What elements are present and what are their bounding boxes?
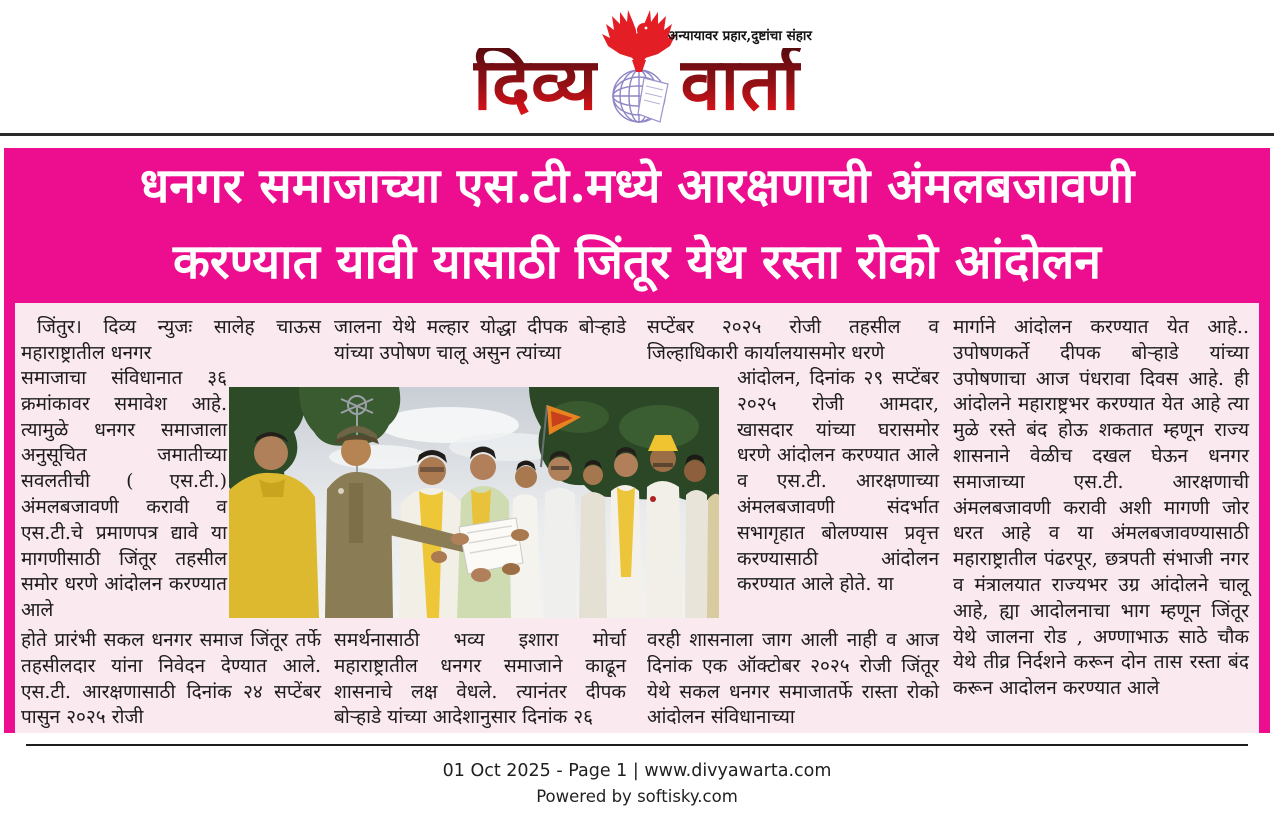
column-4: मार्गाने आंदोलन करण्यात येत आहे.. उपोषणकर्ते दीपक बोऱ्हाडे यांच्या उपोषणाचा आज पंधरावा दिवस आहे. ही आंदोलने महाराष्ट्रभर करण्यात येत आहे त्या मुळे रस्ते बंद होऊ शकतात म्हणून राज्य शासनाने वेळीच दखल घेऊन धनगर समाजाच्या एस.टी. आरक्षणाची अंमलबजावणी करावी अशी मागणी जोर धरत आहे व या अंमलबजावण्यासाठी महाराष्ट्रातील पंढरपूर, छत्रपती संभाजी नगर व मंत्रालयात राज्यभर उग्र आंदोलने चालू आहे, ह्या आदोलनाचा भाग म्हणून जिंतूर येथे जालना रोड , अण्णाभाऊ साठे चौक येथे तीव्र निर्दशने करून दोन तास रस्ता बंद करून आदोलन करण्यात आले bbox=[953, 316, 1249, 700]
brand-row bbox=[0, 0, 1274, 134]
masthead bbox=[0, 0, 1274, 134]
headline-banner bbox=[4, 148, 1270, 303]
article-body bbox=[4, 303, 1270, 733]
footer-divider bbox=[26, 744, 1248, 746]
column-2-top: जालना येथे मल्हार योद्धा दीपक बोऱ्हाडे यांच्या उपोषण चालू असुन त्यांच्या bbox=[334, 316, 626, 364]
footer-dateline: 01 Oct 2025 - Page 1 | www.divyawarta.com bbox=[442, 761, 832, 781]
column-3-mid: आंदोलन, दिनांक २९ सप्टेंबर २०२५ रोजी आमदार, खासदार यांच्या घरासमोर धरणे आंदोलन करण्यात आले व एस.टी. आरक्षणाच्या अंमलबजावणी संदर्भात सभागृहात बोलण्यास प्रवृत्त करण्यासाठी आंदोलन करण्यात आले होते. या bbox=[737, 367, 939, 596]
headline-line-2: करण्यात यावी यासाठी जिंतूर येथ रस्ता रोको आंदोलन bbox=[173, 234, 1101, 290]
column-3-bottom: वरही शासनाला जाग आली नाही व आज दिनांक एक ऑक्टोबर २०२५ रोजी जिंतूर येथे सकल धनगर समाजातर्फे रास्ता रोको आंदोलन संविधानाच्या bbox=[647, 629, 939, 729]
column-1-bottom: होते प्रारंभी सकल धनगर समाज जिंतूर तर्फे तहसीलदार यांना निवेदन देण्यात आले. एस.टी. आरक्षणासाठी दिनांक २४ सप्टेंबर पासुन २०२५ रोजी bbox=[21, 629, 321, 729]
headline-line-1: धनगर समाजाच्या एस.टी.मध्ये आरक्षणाची अंमलबजावणी bbox=[139, 158, 1135, 214]
masthead-tagline: अन्यायावर प्रहार,दुष्टांचा संहार bbox=[668, 28, 812, 44]
brand-word-first: दिव्य bbox=[473, 48, 598, 134]
column-1-top: जिंतुर। दिव्य न्युजः सालेह चाऊस महाराष्ट्रातील धनगर bbox=[21, 316, 321, 364]
column-1-mid: समाजाचा संविधानात ३६ क्रमांकावर समावेश आहे. त्यामुळे धनगर समाजाला अनुसूचित जमातीच्या सवलतीची ( एस.टी.) अंमलबजावणी करावी व एस.टी.चे प्रमाणपत्र द्यावे या मागणीसाठी जिंतूर तहसील समोर धरणे आंदोलन करण्यात आले bbox=[21, 367, 227, 622]
eagle-globe-logo-icon bbox=[600, 8, 678, 130]
footer-powered-by: Powered by softisky.com bbox=[536, 787, 738, 806]
column-2-bottom: समर्थनासाठी भव्य इशारा मोर्चा महाराष्ट्रातील धनगर समाजाने काढून शासनाचे लक्ष वेधले. त्यानंतर दीपक बोऱ्हाडे यांच्या आदेशानुसार दिनांक २६ bbox=[334, 629, 626, 729]
column-3-top: सप्टेंबर २०२५ रोजी तहसील व जिल्हाधिकारी कार्यालयासमोर धरणे bbox=[647, 316, 939, 364]
masthead-divider bbox=[0, 133, 1274, 136]
brand-word-second: वार्ता bbox=[680, 48, 800, 134]
article-photo bbox=[229, 387, 719, 618]
page-footer bbox=[0, 758, 1274, 809]
